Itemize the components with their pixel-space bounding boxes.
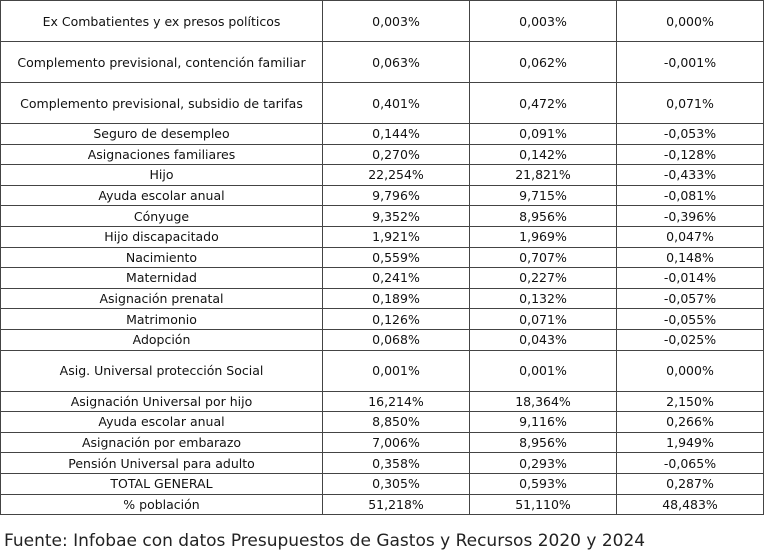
value-difference: 0,071% [617,83,764,124]
value-2024: 0,043% [470,329,617,350]
value-2020: 0,189% [323,288,470,309]
value-2024: 0,472% [470,83,617,124]
value-difference: 0,000% [617,350,764,391]
row-label: Ex Combatientes y ex presos políticos [1,1,323,42]
value-2024: 0,593% [470,473,617,494]
value-difference: -0,081% [617,185,764,206]
value-2024: 8,956% [470,432,617,453]
value-2024: 18,364% [470,391,617,412]
row-label: Asignación prenatal [1,288,323,309]
row-label: Matrimonio [1,309,323,330]
value-2020: 0,001% [323,350,470,391]
value-difference: 0,287% [617,473,764,494]
value-difference: -0,057% [617,288,764,309]
row-label: Seguro de desempleo [1,124,323,145]
row-label: Complemento previsional, contención familiar [1,42,323,83]
row-label: Ayuda escolar anual [1,185,323,206]
row-label: % población [1,494,323,515]
row-label: Hijo [1,165,323,186]
row-label: Cónyuge [1,206,323,227]
table-row [1,268,764,289]
table-row [1,124,764,145]
table-row [1,329,764,350]
value-difference: 0,000% [617,1,764,42]
value-2020: 9,352% [323,206,470,227]
table-body [1,1,764,515]
table-row [1,83,764,124]
value-2020: 0,401% [323,83,470,124]
value-2020: 0,068% [323,329,470,350]
table-row [1,453,764,474]
value-2020: 8,850% [323,412,470,433]
value-2024: 1,969% [470,226,617,247]
table-row [1,144,764,165]
value-difference: -0,053% [617,124,764,145]
value-2024: 0,091% [470,124,617,145]
value-2024: 0,001% [470,350,617,391]
table-row [1,412,764,433]
value-2024: 9,715% [470,185,617,206]
value-difference: -0,055% [617,309,764,330]
value-2020: 0,126% [323,309,470,330]
value-difference: 2,150% [617,391,764,412]
value-2024: 51,110% [470,494,617,515]
source-note: Fuente: Infobae con datos Presupuestos de Gastos y Recursos 2020 y 2024 [4,531,646,551]
value-2020: 0,144% [323,124,470,145]
table-row [1,350,764,391]
value-difference: 1,949% [617,432,764,453]
value-difference: -0,396% [617,206,764,227]
row-label: Maternidad [1,268,323,289]
value-2024: 0,003% [470,1,617,42]
value-2024: 21,821% [470,165,617,186]
value-difference: 0,148% [617,247,764,268]
value-difference: -0,065% [617,453,764,474]
table-row [1,42,764,83]
value-2024: 0,293% [470,453,617,474]
table-row [1,432,764,453]
value-2020: 0,270% [323,144,470,165]
value-difference: -0,128% [617,144,764,165]
row-label: Asignación Universal por hijo [1,391,323,412]
value-difference: -0,025% [617,329,764,350]
row-label: Complemento previsional, subsidio de tarifas [1,83,323,124]
table-row [1,391,764,412]
table-row [1,247,764,268]
value-2024: 0,071% [470,309,617,330]
table-row [1,1,764,42]
value-difference: 0,047% [617,226,764,247]
row-label: Asignación por embarazo [1,432,323,453]
row-label: Adopción [1,329,323,350]
row-label: Pensión Universal para adulto [1,453,323,474]
value-2020: 0,241% [323,268,470,289]
value-2024: 0,062% [470,42,617,83]
value-2020: 51,218% [323,494,470,515]
value-2020: 22,254% [323,165,470,186]
value-2024: 0,142% [470,144,617,165]
table-row [1,473,764,494]
value-2020: 0,358% [323,453,470,474]
table-row [1,185,764,206]
row-label: TOTAL GENERAL [1,473,323,494]
value-2020: 1,921% [323,226,470,247]
row-label: Nacimiento [1,247,323,268]
value-2024: 9,116% [470,412,617,433]
table-row [1,494,764,515]
value-2020: 7,006% [323,432,470,453]
row-label: Asig. Universal protección Social [1,350,323,391]
row-label: Asignaciones familiares [1,144,323,165]
value-2020: 16,214% [323,391,470,412]
table-row [1,288,764,309]
value-2020: 0,559% [323,247,470,268]
value-difference: 0,266% [617,412,764,433]
row-label: Ayuda escolar anual [1,412,323,433]
value-difference: -0,001% [617,42,764,83]
value-2024: 8,956% [470,206,617,227]
value-2020: 0,003% [323,1,470,42]
value-2024: 0,132% [470,288,617,309]
row-label: Hijo discapacitado [1,226,323,247]
value-2020: 0,063% [323,42,470,83]
value-difference: 48,483% [617,494,764,515]
value-difference: -0,014% [617,268,764,289]
table-row [1,165,764,186]
table-row [1,206,764,227]
table-row [1,226,764,247]
value-2024: 0,227% [470,268,617,289]
value-2024: 0,707% [470,247,617,268]
value-2020: 0,305% [323,473,470,494]
value-difference: -0,433% [617,165,764,186]
table-row [1,309,764,330]
value-2020: 9,796% [323,185,470,206]
